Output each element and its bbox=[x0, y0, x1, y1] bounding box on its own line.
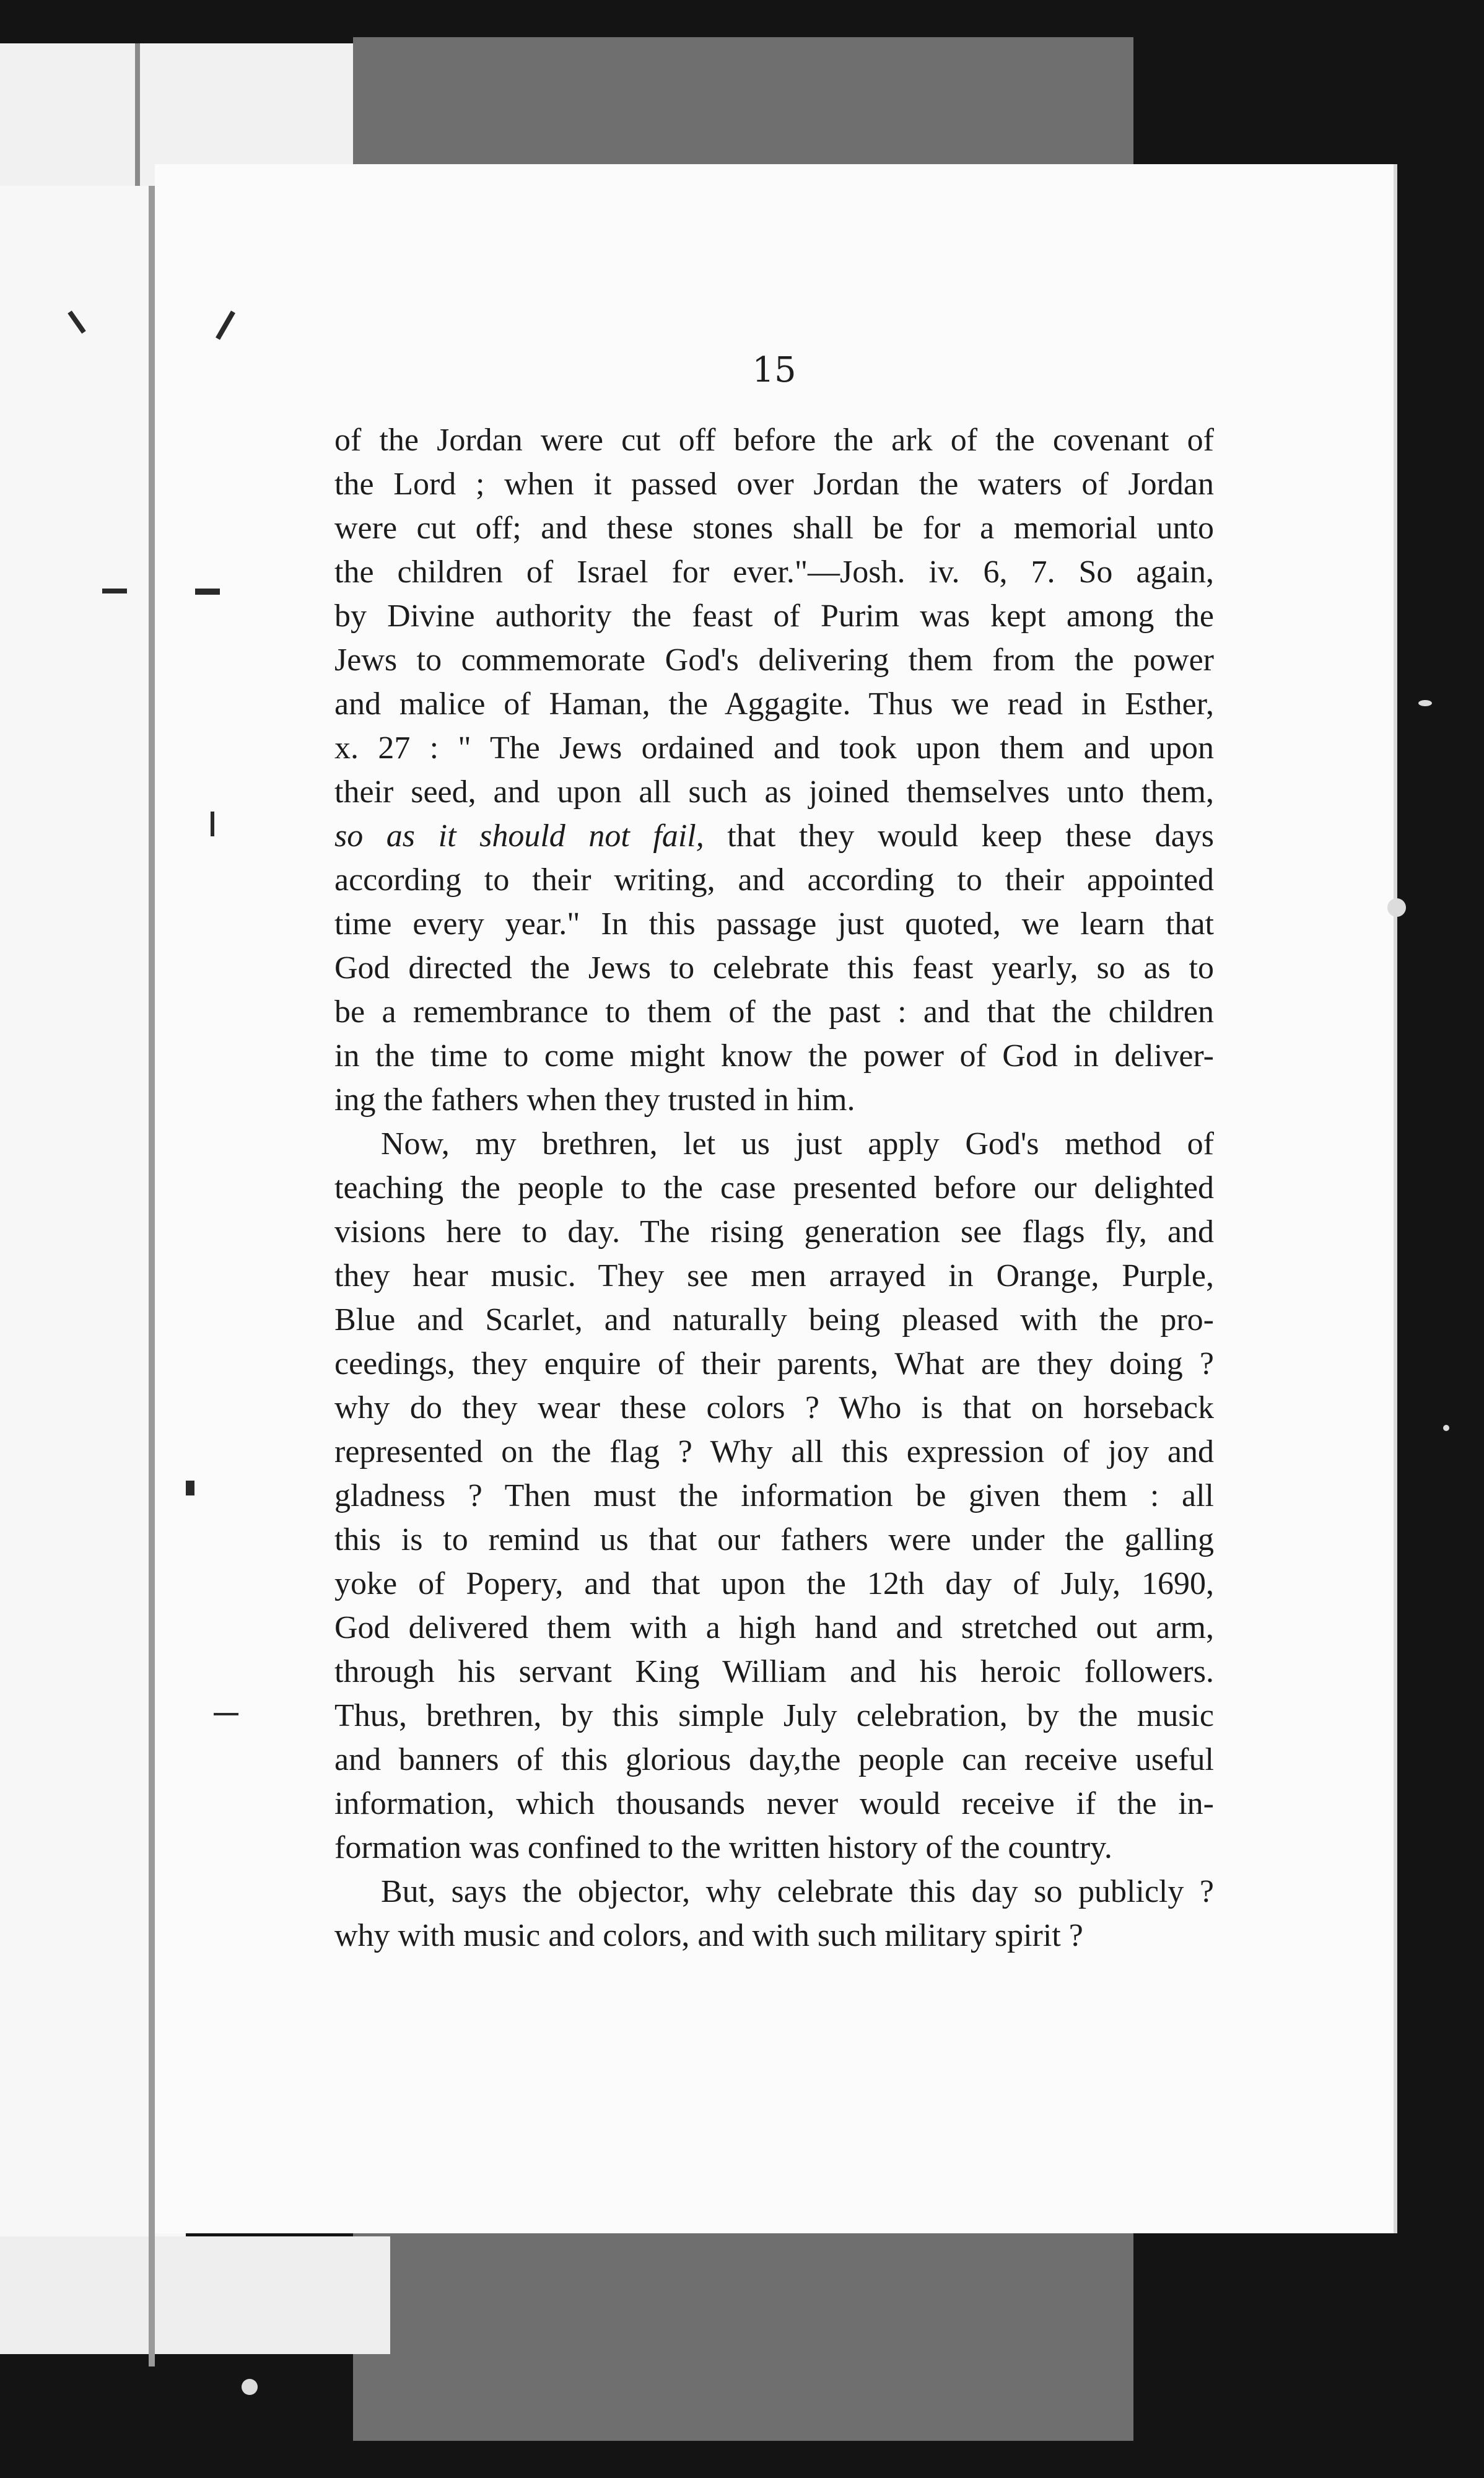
text-line: ing the fathers when they trusted in him. bbox=[334, 1082, 855, 1118]
paragraph-start: But, says the objector, why celebrate this day so publicly ? bbox=[381, 1874, 1214, 1909]
scan-speck bbox=[1387, 898, 1406, 917]
text-line: why with music and colors, and with such military spirit ? bbox=[334, 1918, 1083, 1953]
text-line-rest: that they would keep these days bbox=[727, 818, 1214, 854]
text-line: the children of Israel for ever."—Josh. iv. 6, 7. So again, bbox=[334, 554, 1214, 590]
text-line: ceedings, they enquire of their parents, What are they doing ? bbox=[334, 1346, 1214, 1381]
text-line: were cut off; and these stones shall be for a memorial unto bbox=[334, 510, 1214, 546]
text-line: gladness ? Then must the information be given them : all bbox=[334, 1478, 1214, 1513]
text-line: formation was confined to the written history of the country. bbox=[334, 1830, 1112, 1865]
text-line: Blue and Scarlet, and naturally being pleased with the pro- bbox=[334, 1302, 1214, 1338]
text-line: through his servant King William and his heroic followers. bbox=[334, 1654, 1214, 1689]
text-line: represented on the flag ? Why all this expression of joy and bbox=[334, 1434, 1214, 1469]
text-line: and malice of Haman, the Aggagite. Thus we read in Esther, bbox=[334, 686, 1214, 722]
text-line: time every year." In this passage just quoted, we learn that bbox=[334, 906, 1214, 942]
text-line: in the time to come might know the power of God in deliver- bbox=[334, 1038, 1214, 1074]
text-line: they hear music. They see men arrayed in Orange, Purple, bbox=[334, 1258, 1214, 1294]
text-line: of the Jordan were cut off before the ark of the covenant of bbox=[334, 422, 1214, 458]
text-line: x. 27 : " The Jews ordained and took upon them and upon bbox=[334, 730, 1214, 766]
text-line: and banners of this glorious day,the people can receive useful bbox=[334, 1742, 1214, 1777]
text-line: God delivered them with a high hand and stretched out arm, bbox=[334, 1610, 1214, 1645]
text-line: visions here to day. The rising generation see flags fly, and bbox=[334, 1214, 1214, 1250]
text-line: this is to remind us that our fathers were under the galling bbox=[334, 1522, 1214, 1557]
text-line: why do they wear these colors ? Who is that on horseback bbox=[334, 1390, 1214, 1425]
text-line: Jews to commemorate God's delivering them from the power bbox=[334, 642, 1214, 678]
text-line: by Divine authority the feast of Purim was kept among the bbox=[334, 598, 1214, 634]
page-number: 15 bbox=[752, 350, 797, 390]
scan-mark bbox=[211, 812, 214, 836]
scan-mark bbox=[102, 589, 127, 593]
text-line: their seed, and upon all such as joined themselves unto them, bbox=[334, 774, 1214, 810]
scan-mark bbox=[214, 1713, 238, 1715]
text-line: Thus, brethren, by this simple July celebration, by the music bbox=[334, 1698, 1214, 1733]
paragraph-start: Now, my brethren, let us just apply God's method of bbox=[381, 1126, 1214, 1162]
scan-speck bbox=[1443, 1425, 1449, 1431]
text-line-with-italic bbox=[334, 814, 1214, 858]
text-line: be a remembrance to them of the past : and that the children bbox=[334, 994, 1214, 1030]
scan-mark bbox=[195, 589, 220, 595]
scan-mark bbox=[186, 1481, 194, 1495]
text-line: yoke of Popery, and that upon the 12th day of July, 1690, bbox=[334, 1566, 1214, 1601]
text-line: according to their writing, and according to their appointed bbox=[334, 862, 1214, 898]
text-line: the Lord ; when it passed over Jordan the waters of Jordan bbox=[334, 466, 1214, 502]
facing-page-bottom bbox=[0, 2236, 390, 2354]
italic-phrase: so as it should not fail, bbox=[334, 818, 704, 854]
book-page bbox=[155, 164, 1394, 2233]
page-fold bbox=[135, 43, 140, 186]
text-line: teaching the people to the case presented before our delighted bbox=[334, 1170, 1214, 1206]
page-text bbox=[334, 418, 1214, 1958]
page-gutter bbox=[149, 186, 155, 2366]
scan-speck bbox=[1418, 700, 1432, 706]
scan-speck bbox=[242, 2379, 258, 2395]
text-line: information, which thousands never would receive if the in- bbox=[334, 1786, 1214, 1821]
text-line: God directed the Jews to celebrate this feast yearly, so as to bbox=[334, 950, 1214, 986]
